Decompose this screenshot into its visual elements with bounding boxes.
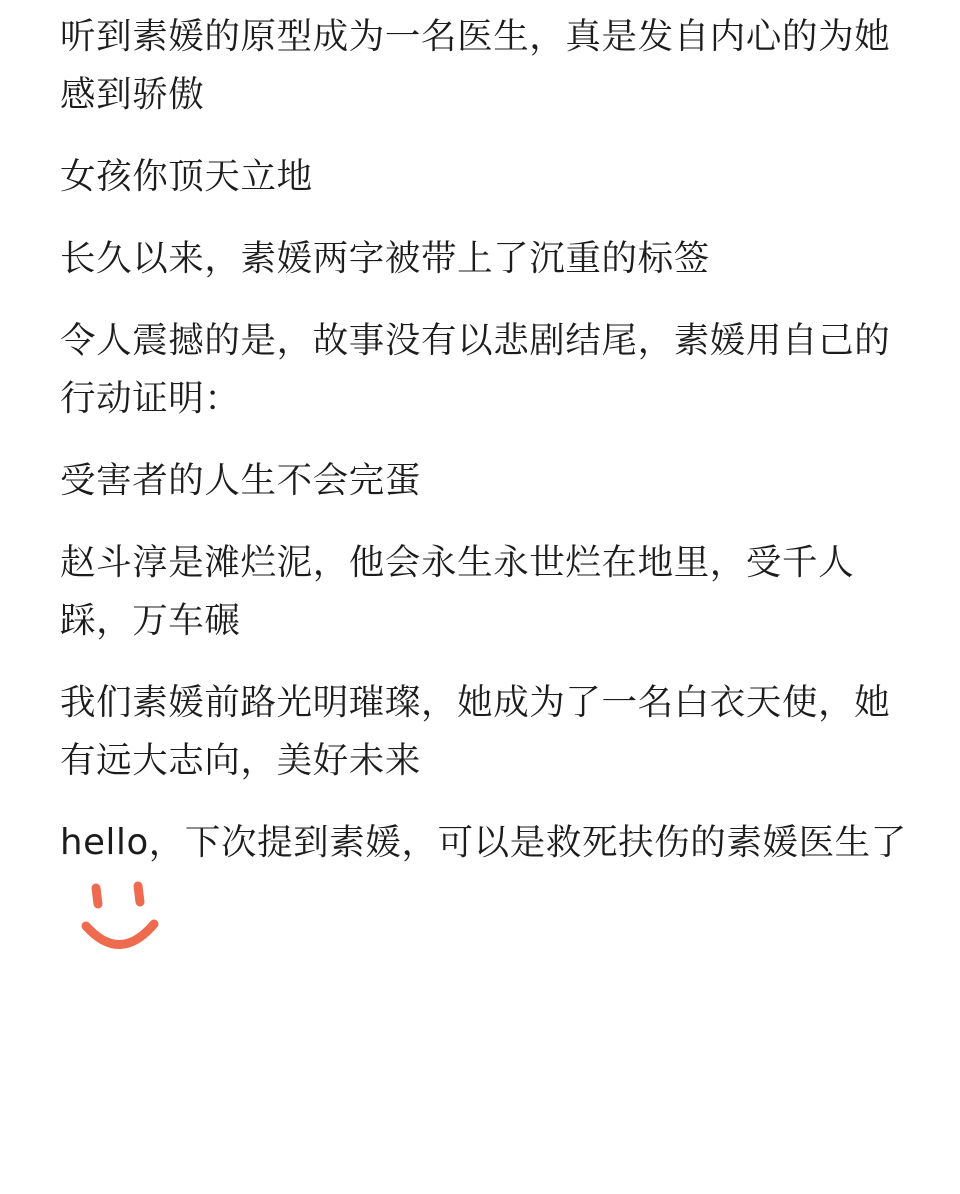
paragraph-8-text: hello，下次提到素媛，可以是救死扶伤的素媛医生了 [60,822,907,863]
paragraph-7: 我们素媛前路光明璀璨，她成为了一名白衣天使，她有远大志向，美好未来 [60,682,891,781]
paragraph-8 [60,814,910,962]
smiley-icon [80,880,164,962]
smiley-drawing [80,880,164,962]
paragraph-3: 长久以来，素媛两字被带上了沉重的标签 [60,238,710,279]
post-body [60,8,910,962]
paragraph-5: 受害者的人生不会完蛋 [60,460,422,501]
paragraph-2: 女孩你顶天立地 [60,156,313,197]
paragraph-6: 赵斗淳是滩烂泥，他会永生永世烂在地里，受千人踩，万车碾 [60,542,855,641]
paragraph-4: 令人震撼的是，故事没有以悲剧结尾，素媛用自己的行动证明： [60,320,891,419]
paragraph-1: 听到素媛的原型成为一名医生，真是发自内心的为她感到骄傲 [60,16,891,115]
